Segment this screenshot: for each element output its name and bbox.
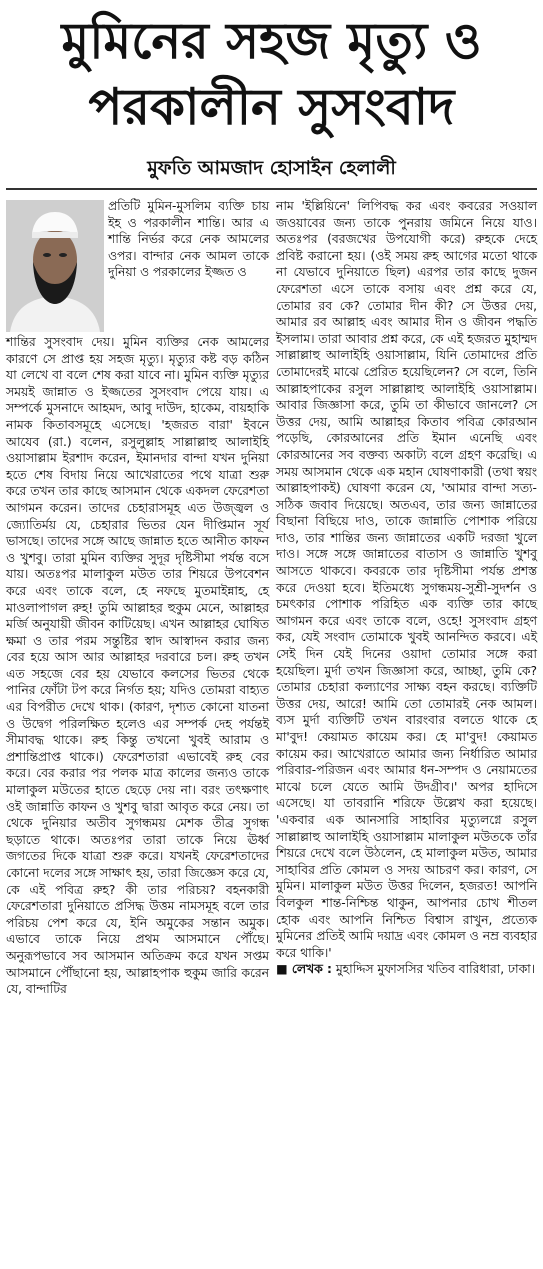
right-column-text: নাম 'ইল্লিয়িনে' লিপিবদ্ধ কর এবং কবরের সওয়াল জওয়াবের জন্য তাকে পুনরায় জমিনে নিয়ে যাও। অতঃপর (বরজখের উপযোগী করে) রুহকে দেহে প্রবিষ্ট করানো হয়। (ওই সময় রুহ আগের মতো থাকে না যেভাবে দুনিয়াতে ছিল) এরপর তার কাছে দুজন ফেরেশতা এসে তাকে বসায় এবং প্রশ্ন করে যে, তোমার রব কে? তোমার দীন কী? সে উত্তর দেয়, আমার রব আল্লাহ এবং আমার দীন ও জীবন পদ্ধতি ইসলাম। তারা আবার প্রশ্ন করে, কে এই হজরত মুহাম্মদ সাল্লাল্লাহু আলাইহি ওয়াসাল্লাম, যিনি তোমাদের প্রতি তোমাদেরই মাঝে প্রেরিত হয়েছিলেন? সে বলে, তিনি আল্লাহপাকের রসুল সাল্লাল্লাহু আলাইহি ওয়াসাল্লাম। আবার জিজ্ঞাসা করে, তুমি তা কীভাবে জানলে? সে উত্তর দেয়, আমি আল্লাহর কিতাব পবিত্র কোরআন পড়েছি, কোরআনের প্রতি ইমান এনেছি এবং কোরআনের সব বক্তব্য অকাট্য বলে গ্রহণ করেছি। এ সময় আসমান থেকে এক মহান ঘোষণাকারী (তথা স্বয়ং আল্লাহপাকই) ঘোষণা করেন যে, 'আমার বান্দা সত্য-সঠিক জবাব দিয়েছে। অতএব, তার জন্য জান্নাতের বিছানা বিছিয়ে দাও, তাকে জান্নাতি পোশাক পরিয়ে দাও, তার শান্তির জন্য জান্নাতের একটি দরজা খুলে দাও। সঙ্গে সঙ্গে জান্নাতের বাতাস ও জান্নাতি খুশবু আসতে থাকবে। কবরকে তার দৃষ্টিসীমা পর্যন্ত প্রশস্ত করে দেওয়া হবে। ইতিমধ্যে সুগন্ধময়-সুশ্রী-সুদর্শন ও চমৎকার পোশাক পরিহিত এক ব্যক্তি তার কাছে আগমন করে এবং তাকে বলে, ওহে! সুসংবাদ গ্রহণ কর, যেই সংবাদ তোমাকে খুবই আনন্দিত করবে। এই সেই দিন যেই দিনের ওয়াদা তোমার সঙ্গে করা হয়েছিল। মুর্দা তখন জিজ্ঞাসা করে, আচ্ছা, তুমি কে? তোমার চেহারা কল্যাণের সাক্ষ্য বহন করছে। ব্যক্তিটি উত্তর দেয়, আরে! আমি তো তোমারই নেক আমল। ব্যস মুর্দা ব্যক্তিটি তখন বারংবার বলতে থাকে হে মা'বুদ! কেয়ামত কায়েম কর। হে মা'বুদ! কেয়ামত কায়েম কর। আখেরাতে আমার জন্য নির্ধারিত আমার পরিবার-পরিজন এবং আমার ধন-সম্পদ ও নেয়ামতের মাঝে চলে যেতে আমি উদগ্রীব।' অপর হাদিসে এসেছে। যা তাবরানি শরিফে উল্লেখ করা হয়েছে। 'একবার এক আনসারি সাহাবির মৃত্যুলগ্নে রসুল সাল্লাল্লাহু আলাইহি ওয়াসাল্লাম মালাকুল মউতকে তাঁর শিয়রে দেখে বলে উঠলেন, হে মালাকুল মউত, আমার সাহাবির প্রতি কোমল ও সদয় আচরণ কর। কারণ, সে মুমিন। মালাকুল মউত উত্তর দিলেন, হজরত! আপনি বিলকুল শান্ত-নিশ্চিন্ত থাকুন, আপনার চোখ শীতল হোক এবং আপনি নিশ্চিত বিশ্বাস রাখুন, প্রত্যেক মুমিনের প্রতিই আমি দয়াদ্র এবং কোমল ও নম্র ব্যবহার করে থাকি।' [276,199,537,960]
intro-column [108,198,269,281]
author-credit [276,961,537,978]
author-byline: মুফতি আমজাদ হোসাইন হেলালী [147,157,396,179]
right-column [276,198,537,978]
left-column [6,334,269,998]
author-photo [6,200,104,332]
left-column-text: শান্তির সুসংবাদ দেয়। মুমিন ব্যক্তির নেক আমলের কারণে সে প্রাপ্ত হয় সহজ মৃত্যু। মৃত্যুর কষ্ট বড় কঠিন যা লেখে বা বলে শেষ করা যাবে না। মুমিন ব্যক্তি মৃত্যুর সময়ই জান্নাত ও ইজ্জতের সুসংবাদ পেয়ে যায়। এ সম্পর্কে মুসনাদে আহমদ, আবু দাউদ, হাকেম, বায়হাকি নামক কিতাবসমূহে এসেছে। 'হজরত বারা' ইবনে আযেব (রা.) বলেন, রসুলুল্লাহ সাল্লাল্লাহু আলাইহি ওয়াসাল্লাম ইরশাদ করেন, ইমানদার বান্দা যখন দুনিয়া হতে শেষ বিদায় নিয়ে আখেরাতের পথে যাত্রা শুরু করে তখন তার কাছে আসমান থেকে একদল ফেরেশতা আগমন করেন। তাদের চেহারাসমূহ এত উজ্জ্বল ও জ্যোতির্ময় যে, চেহারার ভিতর যেন দীপ্তিমান সূর্য ভাসছে। তাদের সঙ্গে আছে জান্নাত হতে আনীত কাফন ও খুশবু। তারা মুমিন ব্যক্তির সুদূর দৃষ্টিসীমা পর্যন্ত বসে যায়। অতঃপর মালাকুল মউত তার শিয়রে উপবেশন করে এবং তাকে বলে, হে নফছে মুতমাইন্নাহ, হে মাওলাপাগল রুহ! তুমি আল্লাহর হুকুম মেনে, আল্লাহর মর্জি অনুযায়ী জীবন কাটিয়েছ। এখন আল্লাহর ঘোষিত ক্ষমা ও তার পরম সন্তুষ্টির স্বাদ আস্বাদন করার জন্য বের হয়ে আস আর আল্লাহর দরবারে চল। রুহ তখন এত সহজে বের হয় যেভাবে কলসের ভিতর থেকে পানির ফোঁটা টপ করে নির্গত হয়; যদিও তোমরা বাহ্যত এর বিপরীত দেখে থাক। (কারণ, দৃশ্যত কোনো যাতনা ও উদ্বেগ পরিলক্ষিত হলেও এর সম্পর্ক দেহ পর্যন্তই সীমাবদ্ধ থাকে। রুহ কিন্তু তখনো খুবই আরাম ও প্রশান্তিপ্রাপ্ত থাকে।) ফেরেশতারা এভাবেই রুহ বের করে। বের করার পর পলক মাত্র কালের জন্যও তাকে মালাকুল মউতের হাতে ছেড়ে দেয় না। বরং তৎক্ষণাৎ ওই জান্নাতি কাফন ও খুশবু দ্বারা আবৃত করে নেয়। তা থেকে দুনিয়ার অতীব সুগন্ধময় মেশক তীব্র সুগন্ধ ছড়াতে থাকে। অতঃপর তারা তাকে নিয়ে ঊর্ধ্ব জগতের দিকে যাত্রা শুরু করে। যখনই ফেরেশতাদের কোনো দলের সঙ্গে সাক্ষাৎ হয়, তারা জিজ্ঞেস করে যে, কে এই পবিত্র রুহ? কী তার পরিচয়? বহনকারী ফেরেশতারা দুনিয়াতে প্রসিদ্ধ উত্তম নামসমূহ বলে তার পরিচয় পেশ করে যে, ইনি অমুকের সন্তান অমুক। এভাবে তাকে নিয়ে প্রথম আসমানে পৌঁছে। অনুরূপভাবে সব আসমান অতিক্রম করে যখন সপ্তম আসমানে পৌঁছানো হয়, আল্লাহপাক হুকুম জারি করেন যে, বান্দাটির [6,335,269,997]
headline-line-1: মুমিনের সহজ মৃত্যু ও [61,12,482,70]
credit-text: মুহাদ্দিস মুফাসসির খতিব বারিধারা, ঢাকা। [335,962,536,977]
byline-divider [6,188,537,190]
headline-line-2: পরকালীন সুসংবাদ [88,78,455,136]
credit-marker: ■ লেখক : [276,962,332,977]
intro-paragraph: প্রতিটি মুমিন-মুসলিম ব্যক্তি চায় ইহ ও পরকালীন শান্তি। আর এ শান্তি নির্ভর করে নেক আমলের ওপর। বান্দার নেক আমল তাকে দুনিয়া ও পরকালের ইজ্জত ও [108,199,269,280]
